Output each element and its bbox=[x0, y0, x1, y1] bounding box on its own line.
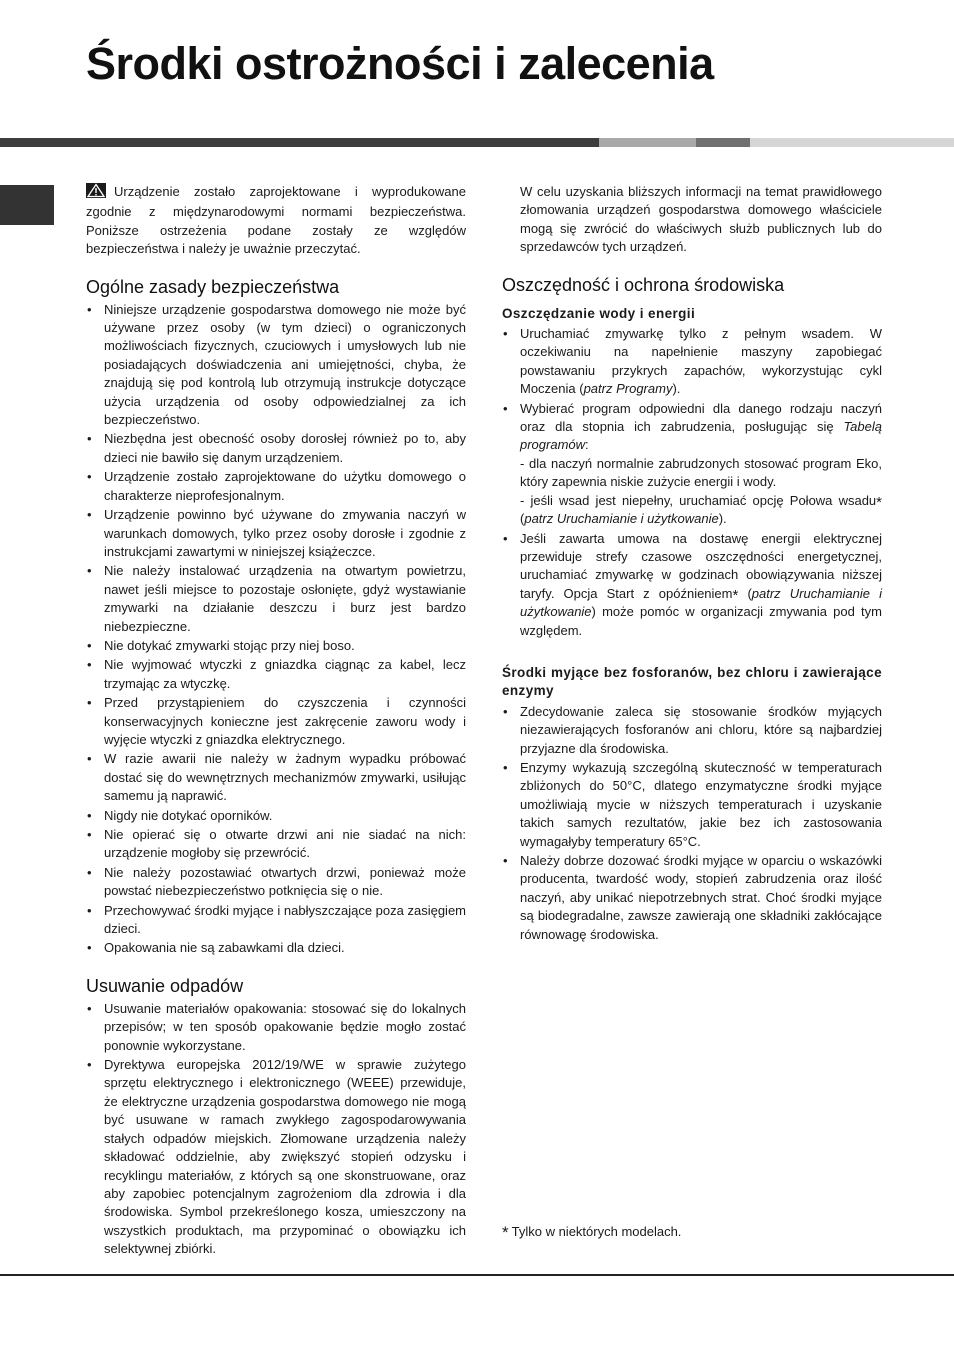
intro-text: Urządzenie zostało zaprojektowane i wyprodukowane zgodnie z międzynarodowymi normami bezpieczeństwa. Poniższe ostrzeżenia podane zostały ze względów bezpieczeństwa i należy je uważnie przeczytać. bbox=[86, 184, 466, 257]
right-column bbox=[502, 183, 882, 945]
detergents-subheading: Środki myjące bez fosforanów, bez chloru i zawierające enzymy bbox=[502, 664, 882, 699]
general-safety-heading: Ogólne zasady bezpieczeństwa bbox=[86, 276, 340, 297]
cross-reference: patrz Uruchamianie i użytkowanie bbox=[524, 511, 719, 527]
section-marker-tab bbox=[0, 185, 54, 225]
list-item: • Nigdy nie dotykać oporników. bbox=[86, 807, 466, 825]
list-item: • Nie opierać się o otwarte drzwi ani nie siadać na nich: urządzenie mogłoby się przewrócić. bbox=[86, 826, 466, 863]
list-item: • Nie należy pozostawiać otwartych drzwi, ponieważ może powstać niebezpieczeństwo potknięcia się o nie. bbox=[86, 864, 466, 901]
sub-item: - jeśli wsad jest niepełny, uruchamiać opcję Połowa wsadu* (patrz Uruchamianie i użytkowanie). bbox=[520, 492, 882, 527]
bottom-rule bbox=[0, 1274, 954, 1276]
waste-continued-paragraph: W celu uzyskania bliższych informacji na temat prawidłowego złomowania urządzeń gospodarstwa domowego właściciele mogą się zwrócić do właściwych służb publicznych lub do sprzedawców tych urządzeń. bbox=[520, 184, 882, 255]
footnote bbox=[502, 1222, 681, 1243]
intro-paragraph bbox=[86, 183, 466, 259]
cross-reference: Tabelą programów bbox=[520, 419, 882, 453]
list-item: • Wybierać program odpowiedni dla danego rodzaju naczyń oraz dla stopnia ich zabrudzenia, posługując się Tabelą programów: - dla naczyń normalnie zabrudzonych stosować program Eko, który zapewnia niskie zużycie energii i wody. - jeśli wsad jest niepełny, uruchamiać opcję Połowa wsadu* (patrz Uruchamianie i użytkowanie). bbox=[502, 400, 882, 529]
list-item: • Urządzenie zostało zaprojektowane do użytku domowego o charakterze nieprofesjonalnym. bbox=[86, 468, 466, 505]
list-item: • W razie awarii nie należy w żadnym wypadku próbować dostać się do wewnętrznych mechanizmów zmywarki, usiłując samemu ją naprawić. bbox=[86, 750, 466, 805]
sub-item: - dla naczyń normalnie zabrudzonych stosować program Eko, który zapewnia niskie zużycie energii i wody. bbox=[520, 455, 882, 490]
left-column bbox=[86, 183, 466, 1260]
list-item: • Nie należy instalować urządzenia na otwartym powietrzu, nawet jeśli miejsce to pozostaje osłonięte, gdyż wystawianie zmywarki na działanie deszczu i burz jest bardzo niebezpieczne. bbox=[86, 562, 466, 636]
cross-reference: patrz Programy bbox=[583, 381, 673, 397]
list-item: • Należy dobrze dozować środki myjące w oparciu o wskazówki producenta, twardość wody, stopień zabrudzenia oraz ilość naczyń, aby unikać niepotrzebnych strat. Choć środki myjące są biodegradalne, zawsze zawierają one składniki zakłócające równowagę środowiska. bbox=[502, 852, 882, 944]
waste-heading: Usuwanie odpadów bbox=[86, 975, 244, 996]
header-bar-pale-gray bbox=[750, 138, 954, 147]
water-energy-list bbox=[502, 325, 882, 640]
environment-heading: Oszczędność i ochrona środowiska bbox=[502, 274, 785, 295]
asterisk-marker: * bbox=[876, 493, 882, 511]
general-safety-list bbox=[86, 301, 466, 958]
list-item: • Niezbędna jest obecność osoby dorosłej również po to, aby dzieci nie bawiło się danym urządzeniem. bbox=[86, 430, 466, 467]
cross-reference: patrz Uruchamianie i użytkowanie bbox=[520, 585, 882, 620]
water-energy-subheading: Oszczędzanie wody i energii bbox=[502, 305, 696, 321]
list-item: • Urządzenie powinno być używane do zmywania naczyń w warunkach domowych, tylko przez osoby dorosłe i zgodnie z instrukcjami zawartymi w niniejszej książeczce. bbox=[86, 506, 466, 561]
asterisk-marker: * bbox=[732, 586, 739, 604]
list-item: • Niniejsze urządzenie gospodarstwa domowego nie może być używane przez osoby (w tym dzieci) o ograniczonych możliwościach fizycznych, czuciowych i umysłowych lub nie posiadających doświadczenia ani umiejętności, chyba, że znajdują się pod kontrolą lub otrzymują instrukcje dotyczące użycia urządzenia od osoby odpowiedzialnej za ich bezpieczeństwo. bbox=[86, 301, 466, 430]
list-item: • Usuwanie materiałów opakowania: stosować się do lokalnych przepisów; w ten sposób opakowanie będzie mogło zostać ponownie wykorzystane. bbox=[86, 1000, 466, 1055]
list-item: • Nie wyjmować wtyczki z gniazdka ciągnąc za kabel, lecz trzymając za wtyczkę. bbox=[86, 656, 466, 693]
list-item: • Uruchamiać zmywarkę tylko z pełnym wsadem. W oczekiwaniu na napełnienie maszyny zapobiegać powstawaniu przykrych zapachów, wykorzystując cykl Moczenia (patrz Programy). bbox=[502, 325, 882, 399]
header-bar-dark bbox=[0, 138, 599, 147]
list-item: • Przed przystąpieniem do czyszczenia i czynności konserwacyjnych konieczne jest zakręcenie zaworu wody i wyjęcie wtyczki z gniazdka elektrycznego. bbox=[86, 694, 466, 749]
list-item: • Jeśli zawarta umowa na dostawę energii elektrycznej przewiduje strefy czasowe oszczędności energetycznej, uruchamiać zmywarkę w godzinach obowiązywania niższej taryfy. Opcja Start z opóźnieniem* (patrz Uruchamianie i użytkowanie) może pomóc w organizacji zmywania pod tym względem. bbox=[502, 530, 882, 640]
list-item: • Nie dotykać zmywarki stojąc przy niej boso. bbox=[86, 637, 466, 655]
warning-icon bbox=[86, 183, 106, 203]
list-item: • Przechowywać środki myjące i nabłyszczające poza zasięgiem dzieci. bbox=[86, 902, 466, 939]
list-item: • Zdecydowanie zaleca się stosowanie środków myjących niezawierających fosforanów ani chloru, które są najbardziej przyjazne dla środowiska. bbox=[502, 703, 882, 758]
header-bar-mid-gray bbox=[696, 138, 750, 147]
detergents-list bbox=[502, 703, 882, 944]
list-item: • Dyrektywa europejska 2012/19/WE w sprawie zużytego sprzętu elektrycznego i elektronicznego (WEEE) przewiduje, że elektryczne urządzenia gospodarstwa domowego nie mogą być usuwane w ramach zwykłego zagospodarowywania stałych odpadów miejskich. Złomowane urządzenia należy składować oddzielnie, aby zwiększyć stopień odzysku i recyklingu materiałów, z których są one skonstruowane, oraz aby zapobiec potencjalnym zagrożeniom dla zdrowia i dla środowiska. Symbol przekreślonego kosza, umieszczony na wszystkich produktach, ma przypominać o obowiązku ich selektywnej zbiórki. bbox=[86, 1056, 466, 1258]
list-item: • Opakowania nie są zabawkami dla dzieci. bbox=[86, 939, 466, 957]
page-title: Środki ostrożności i zalecenia bbox=[86, 38, 714, 89]
header-bar-light-gray bbox=[599, 138, 696, 147]
waste-list bbox=[86, 1000, 466, 1259]
list-item: • Enzymy wykazują szczególną skuteczność w temperaturach zbliżonych do 50°C, dlatego enzymatyczne środki myjące umożliwiają mycie w niższych temperaturach i uzyskanie takich samych rezultatów, jakie bez ich zastosowania wymagałyby temperatury 65°C. bbox=[502, 759, 882, 851]
footnote-text: Tylko w niektórych modelach. bbox=[511, 1224, 682, 1239]
asterisk-marker: * bbox=[502, 1223, 509, 1242]
